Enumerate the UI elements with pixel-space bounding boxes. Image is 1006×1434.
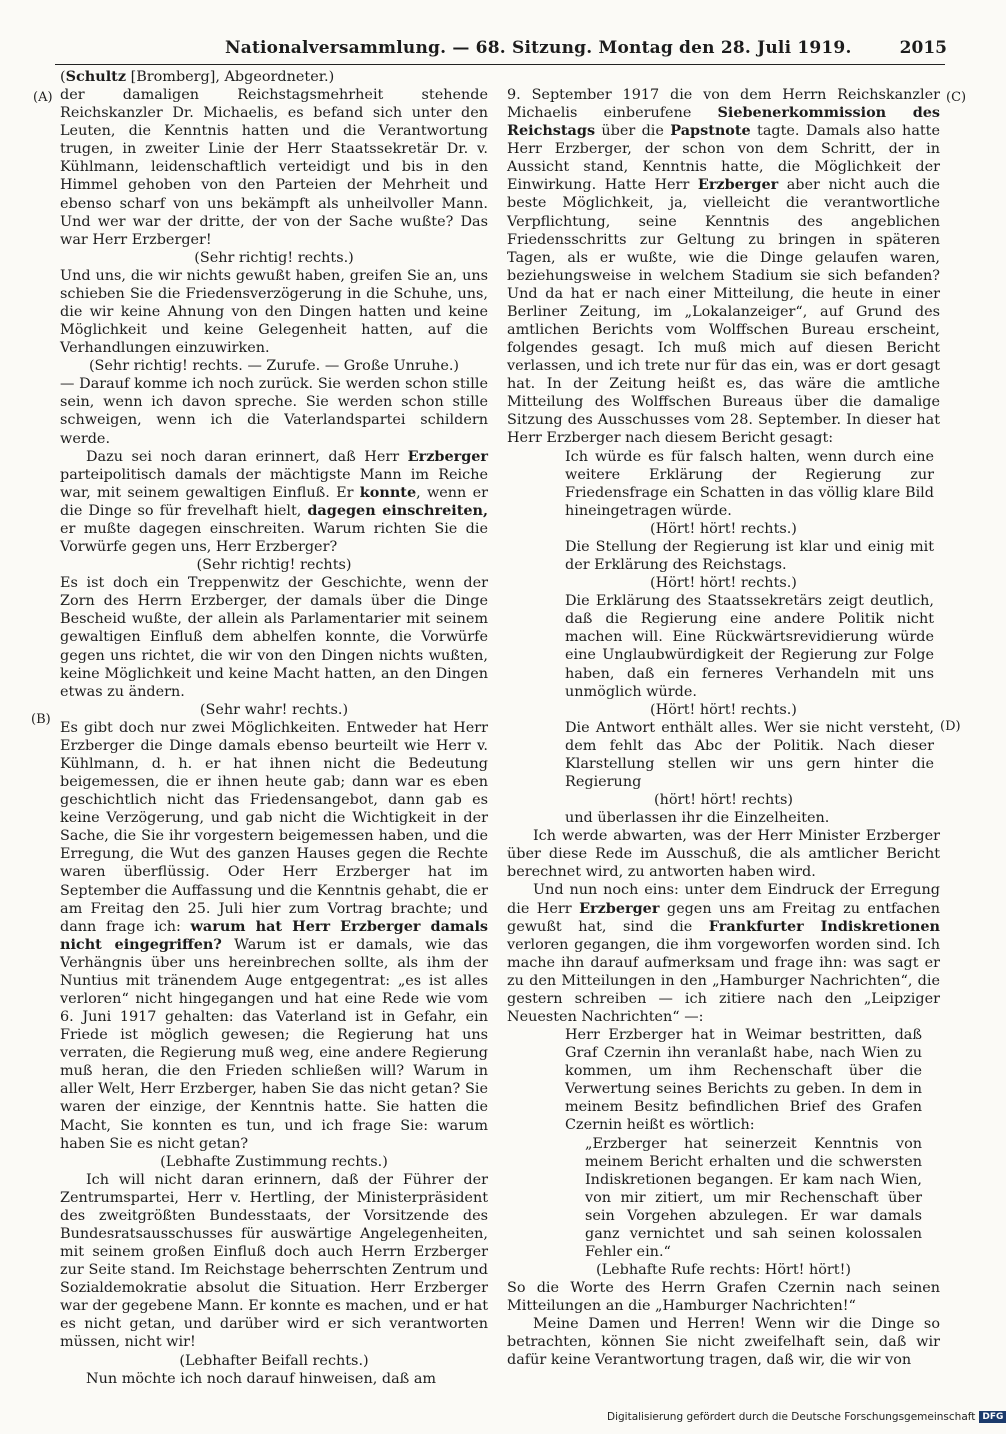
emph-phrase: dagegen einschreiten, [307,501,489,519]
right-paragraph-5: Meine Damen und Herren! Wenn wir die Dinge so betrachten, können Sie nicht zweifelhaft sein, daß wir dafür keine Verantwortung tragen, daß wir, die wir von [507,1316,940,1369]
text-span: Es gibt doch nur zwei Möglichkeiten. Entweder hat Herr Erzberger die Dinge damals ebenso beurteilt wie Herr v. Kühlmann, d. h. er hat ihnen nicht die Bedeutung beigemessen, die er ihnen heute gab; dann war es eben geschichtlich nicht das Friedensangebot, dann gab es keine Verzögerung, und gab nicht die Wichtigkeit in der Sache, die Sie ihr vorgestern beigemessen haben, und die Erregung, die Wut des ganzen Hauses gegen die Rechte waren überflüssig. Oder Herr Erzberger hat im September die Auffassung und die Kenntnis gehabt, die er am Freitag den 25. Juli hier zum Vortrag brachte; und dann frage ich: [60,719,488,935]
hoert-5: (Lebhafte Rufe rechts: Hört! hört!) [595,1262,851,1279]
text-span: gegen uns am Freitag zu entfachen gewußt hat, sind die [507,900,941,935]
emph-name: Erzberger [579,899,660,917]
text-span: parteipolitisch damals der mächtigste Mann im Reiche war, mit seinem gewaltigen Einfluß. Er [60,466,488,501]
hoert-3: (Hört! hört! rechts.) [650,701,797,718]
left-remark-1: (Sehr richtig! rechts.) [194,249,354,266]
emph-commission: Siebenerkommission des Reichstags [507,104,941,140]
speaker-name: Schultz [65,68,126,85]
text-span: er mußte dagegen einschreiten. Warum richten Sie die Vorwürfe gegen uns, Herr Erzberger? [60,520,488,556]
quote-2: Die Stellung der Regierung ist klar und einig mit der Erklärung des Reichstags. [565,538,934,574]
emph-word: konnte [359,483,417,501]
running-title: Nationalversammlung. — 68. Sitzung. Montag den 28. Juli 1919. [225,38,852,58]
emph-papstnote: Papstnote [670,122,751,140]
left-remark-5: (Lebhafte Zustimmung rechts.) [160,1153,388,1170]
margin-letter-d: (D) [940,719,961,734]
margin-letter-c: (C) [946,90,967,105]
text-span: verloren gegangen, die ihm vorgeworfen worden sind. Ich mache ihn darauf aufmerksam und frage ihn: was sagt er zu den Mitteilungen in den „Hamburger Nachrichten“, die gestern schreiben — ich zitiere nach den „Leipziger Neuesten Nachrichten“ —: [507,936,940,1025]
left-paragraph-8: Nun möchte ich noch darauf hinweisen, daß am [86,1370,437,1387]
text-span: , wenn er die Dinge so für frevelhaft hielt, [60,484,488,519]
quote-7: „Erzberger hat seinerzeit Kenntnis von meinem Bericht erhalten und die schwersten Indiskretionen begangen. Er kam nach Wien, von mir zitiert, um mir Rechenschaft über sein Vorgehen abzulegen. Er war damals ganz vernichtet und sah seinen kolossalen Fehler ein.“ [585,1135,922,1260]
left-column [60,68,488,1388]
text-span: 9. September 1917 die von dem Herrn Reichskanzler Michaelis einberufene [507,87,940,122]
emph-question: warum hat Herr Erzberger damals nicht eingegriffen? [60,917,489,953]
left-paragraph-5: Es ist doch ein Treppenwitz der Geschichte, wenn der Zorn des Herrn Erzberger, der damals über die Dinge Bescheid wußte, der allein als Parlamentarier mit seinem gewaltigen Einfluß dem abhelfen konnte, die Vorwürfe gegen uns richtet, die wir von den Dingen nichts wußten, keine Möglichkeit und keine Macht hatten, an den Dingen etwas zu ändern. [60,575,488,700]
left-paragraph-4 [60,448,488,556]
quote-6: Herr Erzberger hat in Weimar bestritten, daß Graf Czernin ihn veranlaßt habe, nach Wien zu kommen, um ihm Rechenschaft über die Verwertung seines Berichts zu geben. In dem in meinem Besitz befindlichen Brief des Grafen Czernin heißt es wörtlich: [565,1027,922,1134]
left-paragraph-7: Ich will nicht daran erinnern, daß der Führer der Zentrumspartei, Herr v. Hertling, der Ministerpräsident des zweitgrößten Bundesstaats, der Vorsitzende des Bundesratsausschusses für auswärtige Angelegenheiten, mit seinem großen Einfluß doch auch Herrn Erzberger zur Seite stand. Im Reichstage beherrschten Zentrum und Sozialdemokratie absolut die Situation. Herr Erzberger war der gegebene Mann. Er konnte es machen, und er hat es nicht getan, und darüber wird er sich verantworten müssen, nicht wir! [60,1171,488,1351]
speaker-rest: [Bromberg], Abgeordneter.) [126,69,335,85]
text-span: tagte. Damals also hatte Herr Erzberger, der schon von dem Schritt, der in Aussicht stand, Kenntnis hatte, die Möglichkeit der Einwirkung. Hatte Herr [507,123,940,194]
quote-1: Ich würde es für falsch halten, wenn durch eine weitere Erklärung der Regierung zur Friedensfrage ein Schatten in das völlig klare Bild hineingetragen würde. [565,448,934,519]
quote-5: und überlassen ihr die Einzelheiten. [565,810,830,827]
footer-credit [607,1411,1006,1423]
quote-3: Die Erklärung des Staatssekretärs zeigt deutlich, daß die Regierung eine andere Politik nicht machen will. Eine Rückwärtsrevidierung würde eine Unglaubwürdigkeit der Regierung zur Folge haben, daß ein ferneres Verhandeln mit uns unmöglich würde. [565,593,934,700]
right-paragraph-2: Ich werde abwarten, was der Herr Minister Erzberger über diese Rede im Ausschuß, die als amtlicher Bericht berechnet wird, zu antworten haben wird. [507,828,940,881]
margin-letter-b: (B) [31,712,51,727]
right-paragraph-1 [507,86,940,448]
hoert-1: (Hört! hört! rechts.) [650,520,797,537]
hoert-4: (hört! hört! rechts) [653,792,794,809]
text-span: Warum ist er damals, wie das Verhängnis über uns hereinbrechen sollte, als ihm der Nuntius mit tränendem Auge entgegentrat: „es ist alles verloren“ nicht hingegangen und hat eine Rede wie vom 6. Juni 1917 gehalten: das Vaterland ist in Gefahr, ein Friede ist möglich gewesen; die Regierung hat uns verraten, die Regierung muß weg, eine andere Regierung muß heran, die den Frieden schließen will? Warum in aller Welt, Herr Erzberger, haben Sie das nicht getan? Sie waren der einzige, der Kenntnis hatte. Sie hatten die Macht, Sie konnten es tun, und ich frage Sie: warum haben Sie es nicht getan? [60,936,489,1152]
text-span: Und nun noch eins: unter dem Eindruck der Erregung die Herr [507,882,940,917]
emph-name: Erzberger [407,447,488,465]
left-paragraph-3: — Darauf komme ich noch zurück. Sie werden schon stille sein, wenn ich davon spreche. Sie werden schon stille schweigen, wenn ich die Vaterlandspartei schildern werde. [60,376,488,447]
emph-indiscretions: Frankfurter Indiskretionen [708,917,941,935]
left-remark-6: (Lebhafter Beifall rechts.) [179,1352,369,1369]
dfg-logo: DFG [979,1411,1006,1423]
text-span: Dazu sei noch daran erinnert, daß Herr [86,448,408,465]
page-number: 2015 [899,38,947,58]
left-paragraph-2: Und uns, die wir nichts gewußt haben, greifen Sie an, uns schieben Sie die Friedensverzögerung in die Schuhe, uns, die wir keine Ahnung von den Dingen hatten und keine Möglichkeit und keine Gelegenheit hatten, auf die Verhandlungen einzuwirken. [60,267,488,357]
emph-name: Erzberger [697,176,779,194]
text-span: über die [595,123,671,140]
text-span: aber nicht auch die beste Möglichkeit, ja, vielleicht die verantwortliche Verpflichtung, seine Kenntnis des angeblichen Friedensschritts zur Geltung zu bringen in späteren Tagen, als er wußte, wie die Dinge gelaufen waren, beziehungsweise in welchem Stadium sie sich befanden? Und da hat er nach einer Mitteilung, die heute in einer Berliner Zeitung, im „Lokalanzeiger“, auf Grund des amtlichen Berichts vom Wolffschen Bureau erscheint, folgendes gesagt. Ich muß mich auf diesen Bericht verlassen, und ich trete nur für das ein, was er dort gesagt hat. In der Zeitung heißt es, das wäre die amtliche Mitteilung des Wolffschen Bureaus über die damalige Sitzung des Ausschusses vom 28. September. In dieser hat Herr Erzberger nach diesem Bericht gesagt: [507,177,940,447]
margin-letter-a: (A) [33,90,53,105]
right-paragraph-3 [507,881,940,1026]
left-remark-2: (Sehr richtig! rechts. — Zurufe. — Große Unruhe.) [88,358,460,375]
hoert-2: (Hört! hört! rechts.) [650,575,797,592]
left-remark-4: (Sehr wahr! rechts.) [199,701,349,718]
speaker-line: (Schultz [Bromberg], Abgeordneter.) [60,68,335,85]
page-header [55,34,945,65]
right-column [507,86,940,1370]
right-paragraph-4: So die Worte des Herrn Grafen Czernin nach seinen Mitteilungen an die „Hamburger Nachrichten!“ [507,1280,940,1315]
left-remark-3: (Sehr richtig! rechts) [196,557,352,574]
left-paragraph-6 [60,719,488,1153]
left-paragraph-1: der damaligen Reichstagsmehrheit stehende Reichskanzler Dr. Michaelis, es befand sich unter den Leuten, die Kenntnis hatten und die Verantwortung trugen, in zweiter Linie der Herr Staatssekretär Dr. v. Kühlmann, leidenschaftlich verteidigt und bis in den Himmel gehoben von den Parteien der Mehrheit und ebenso scharf von uns bekämpft als unheilvoller Mann. Und wer war der dritte, der von der Sache wußte? Das war Herr Erzberger! [60,87,488,248]
quote-4: Die Antwort enthält alles. Wer sie nicht versteht, dem fehlt das Abc der Politik. Nach dieser Klarstellung stellen wir uns gern hinter die Regierung [565,719,934,790]
footer-text: Digitalisierung gefördert durch die Deutsche Forschungsgemeinschaft [607,1411,976,1423]
